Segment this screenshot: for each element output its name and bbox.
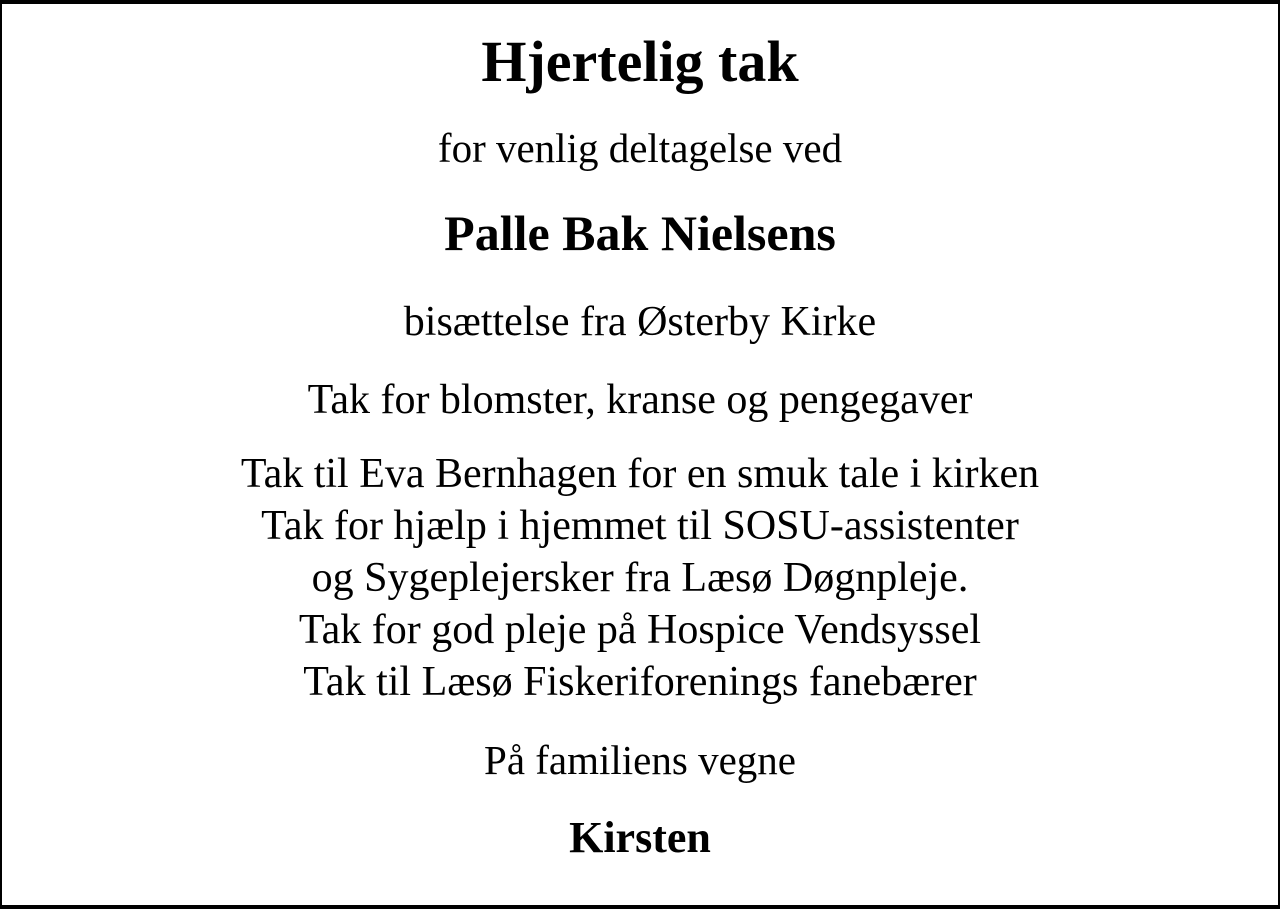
thanks-paragraph-line: Tak til Læsø Fiskeriforenings fanebærer [303,658,977,705]
thanks-paragraph-line: Tak for god pleje på Hospice Vendsyssel [298,606,982,653]
thanks-paragraph-line: og Sygeplejersker fra Læsø Døgnpleje. [311,554,969,601]
thanks-paragraph [2,448,1278,708]
deceased-name: Palle Bak Nielsens [444,204,836,261]
signature-name: Kirsten [569,812,711,862]
notice-subtitle: for venlig deltagelse ved [437,124,843,171]
ceremony-line: bisættelse fra Østerby Kirke [403,298,877,345]
notice-title: Hjertelig tak [481,29,799,94]
thanks-paragraph-line: Tak for hjælp i hjemmet til SOSU-assistenter [261,502,1019,549]
on-behalf-line: På familiens vegne [484,736,796,783]
memorial-notice [2,4,1278,863]
thanks-paragraph-line: Tak til Eva Bernhagen for en smuk tale i kirken [240,450,1040,497]
thanks-gifts-line: Tak for blomster, kranse og pengegaver [307,376,973,423]
